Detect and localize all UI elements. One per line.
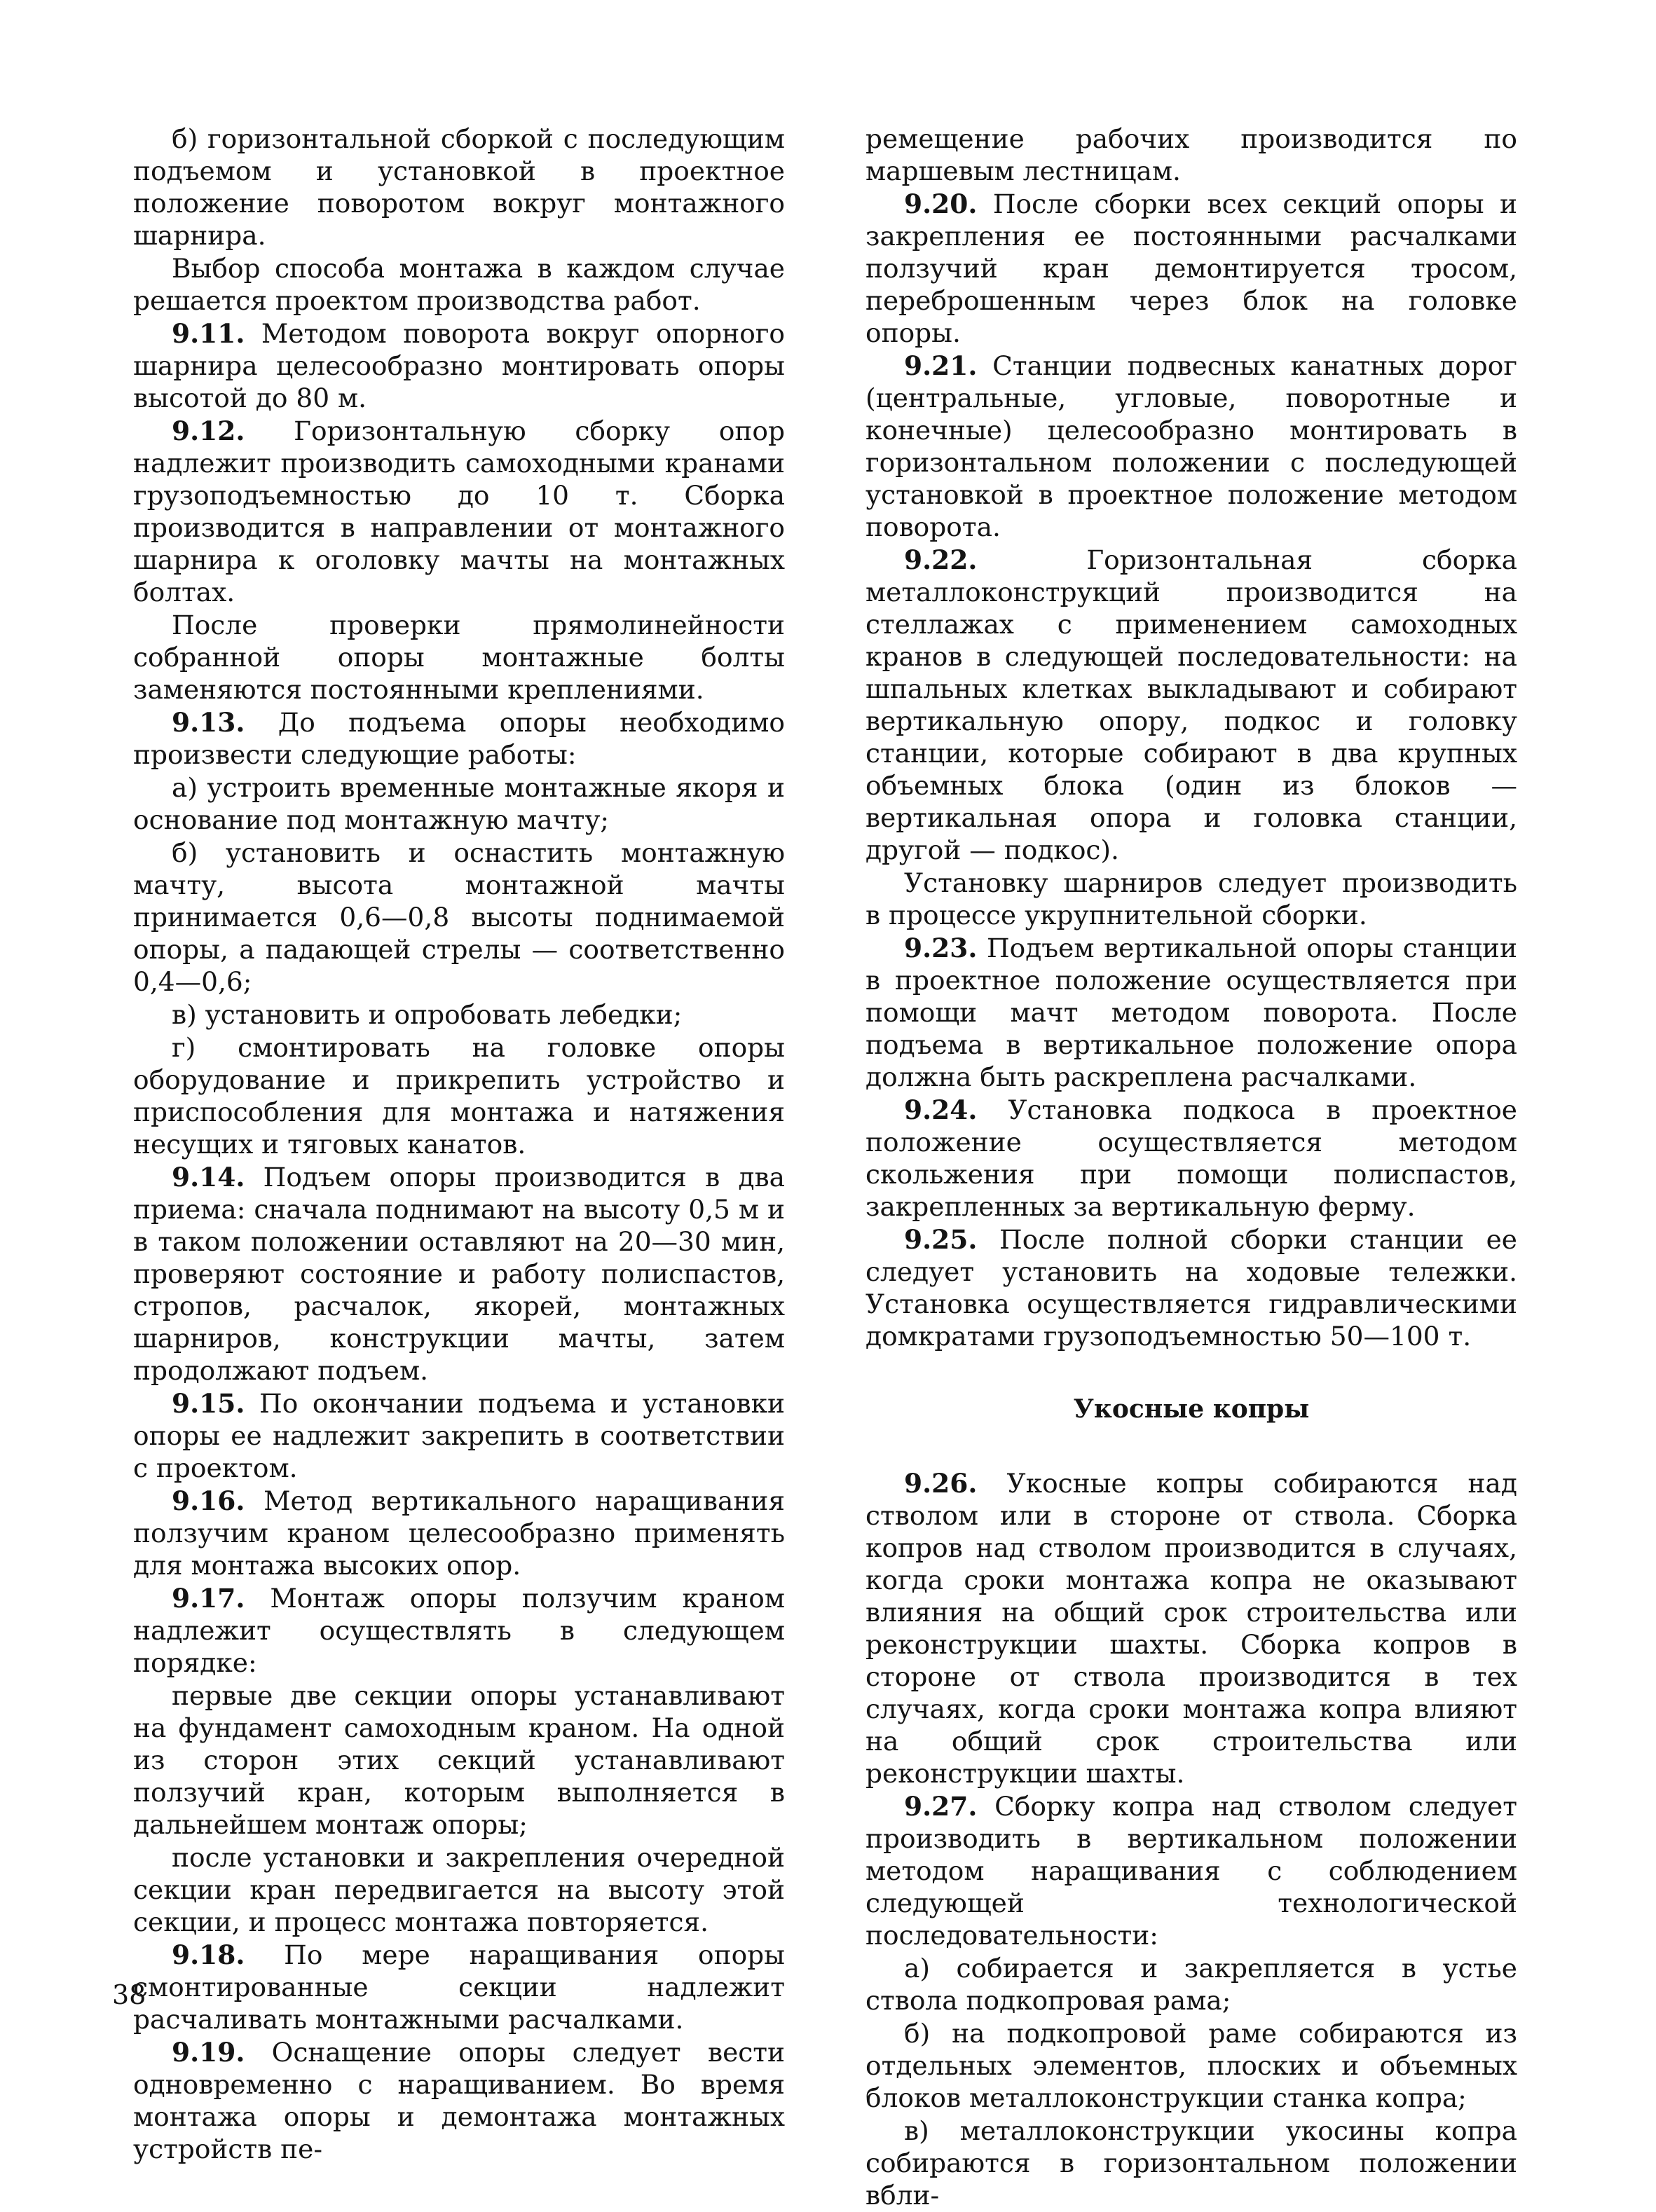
paragraph-text: в) установить и опробовать лебедки; <box>172 999 683 1030</box>
clause-number: 9.14. <box>172 1162 245 1193</box>
paragraph <box>133 771 785 836</box>
paragraph-text: Оснащение опоры следует вести одновременно с наращиванием. Во время монтажа опоры и демонтажа монтажных устройств пе- <box>133 2037 785 2164</box>
paragraph <box>133 998 785 1031</box>
paragraph-text: Подъем вертикальной опоры станции в проектное положение осуществляется при помощи мачт методом поворота. После подъема в вертикальное положение опора должна быть раскреплена расчалками. <box>865 933 1517 1092</box>
clause-paragraph <box>865 544 1517 866</box>
clause-paragraph <box>133 1387 785 1484</box>
paragraph-text: Методом поворота вокруг опорного шарнира целесообразно монтировать опоры высотой до 80 м. <box>133 318 785 413</box>
paragraph <box>133 1679 785 1841</box>
paragraph <box>133 1841 785 1938</box>
right-column <box>865 123 1517 2212</box>
clause-number: 9.12. <box>172 415 245 446</box>
clause-paragraph <box>865 188 1517 349</box>
left-column <box>133 123 785 2166</box>
paragraph <box>133 837 785 998</box>
clause-number: 9.25. <box>904 1224 978 1255</box>
paragraph-text: б) установить и оснастить монтажную мачту, высота монтажной мачты принимается 0,6—0,8 высоты поднимаемой опоры, а падающей стрелы — соответственно 0,4—0,6; <box>133 837 785 997</box>
clause-paragraph <box>133 317 785 414</box>
paragraph-text: После полной сборки станции ее следует установить на ходовые тележки. Установка осуществляется гидравлическими домкратами грузоподъемностью 50—100 т. <box>865 1224 1517 1352</box>
paragraph-text: Установку шарниров следует производить в процессе укрупнительной сборки. <box>865 867 1517 930</box>
paragraph-text: ремещение рабочих производится по маршевым лестницам. <box>865 123 1517 186</box>
clause-number: 9.13. <box>172 707 245 738</box>
paragraph-text: в) металлоконструкции укосины копра собираются в горизонтальном положении вбли- <box>865 2115 1517 2211</box>
clause-number: 9.17. <box>172 1583 245 1614</box>
paragraph-text: после установки и закрепления очередной секции кран передвигается на высоту этой секции, и процесс монтажа повторяется. <box>133 1842 785 1937</box>
paragraph-text: б) горизонтальной сборкой с последующим подъемом и установкой в проектное положение поворотом вокруг монтажного шарнира. <box>133 123 785 251</box>
clause-number: 9.18. <box>172 1939 245 1970</box>
paragraph <box>865 1952 1517 2017</box>
clause-paragraph <box>133 1939 785 2035</box>
paragraph-text: Горизонтальная сборка металлоконструкций производится на стеллажах с применением самоходных кранов в следующей последовательности: на шпальных клетках выкладывают и собирают вертикальную опору, подкос и головку станции, которые собирают в два крупных объемных блока (один из блоков — вертикальная опора и головка станции, другой — подкос). <box>865 544 1517 865</box>
paragraph-text: По окончании подъема и установки опоры ее надлежит закрепить в соответствии с проектом. <box>133 1388 785 1483</box>
paragraph <box>865 2115 1517 2211</box>
paragraph-text: Метод вертикального наращивания ползучим краном целесообразно применять для монтажа высоких опор. <box>133 1485 786 1581</box>
paragraph-text: После сборки всех секций опоры и закрепления ее постоянными расчалками ползучий кран демонтируется тросом, переброшенным через блок на головке опоры. <box>865 188 1517 348</box>
clause-number: 9.24. <box>904 1094 978 1125</box>
clause-number: 9.20. <box>904 188 978 219</box>
clause-number: 9.19. <box>172 2037 245 2068</box>
clause-paragraph <box>865 350 1517 543</box>
paragraph-text: После проверки прямолинейности собранной опоры монтажные болты заменяются постоянными креплениями. <box>133 610 785 705</box>
section-heading: Укосные копры <box>1073 1394 1310 1424</box>
clause-paragraph <box>865 932 1517 1093</box>
clause-paragraph <box>865 1790 1517 1951</box>
clause-number: 9.15. <box>172 1388 245 1419</box>
paragraph <box>865 123 1517 187</box>
paragraph-text: Установка подкоса в проектное положение осуществляется методом скольжения при помощи полиспастов, закрепленных за вертикальную ферму. <box>865 1094 1517 1222</box>
paragraph-text: а) собирается и закрепляется в устье ствола подкопровая рама; <box>865 1953 1517 2016</box>
paragraph-text: Укосные копры собираются над стволом или в стороне от ствола. Сборка копров над стволом производится в случаях, когда сроки монтажа копра не оказывают влияния на общий срок строительства или реконструкции шахты. Сборка копров в стороне от ствола производится в тех случаях, когда сроки монтажа копра влияют на общий срок строительства или реконструкции шахты. <box>865 1468 1518 1789</box>
paragraph-text: Сборку копра над стволом следует производить в вертикальном положении методом наращивания с соблюдением следующей технологической последовательности: <box>865 1791 1517 1951</box>
clause-paragraph <box>133 1161 785 1387</box>
paragraph-text: Подъем опоры производится в два приема: сначала поднимают на высоту 0,5 м и в таком положении оставляют на 20—30 мин, проверяют состояние и работу полиспастов, стропов, расчалок, якорей, монтажных шарниров, конструкции мачты, затем продолжают подъем. <box>133 1162 786 1386</box>
paragraph-text: Станции подвесных канатных дорог (центральные, угловые, поворотные и конечные) целесообразно монтировать в горизонтальном положении с последующей установкой в проектное положение методом поворота. <box>865 350 1517 542</box>
paragraph-text: Горизонтальную сборку опор надлежит производить самоходными кранами грузоподъемностью до 10 т. Сборка производится в направлении от монтажного шарнира к оголовку мачты на монтажных болтах. <box>133 415 786 607</box>
paragraph <box>133 252 785 317</box>
paragraph <box>865 2017 1517 2114</box>
paragraph-text: г) смонтировать на головке опоры оборудование и прикрепить устройство и приспособления для монтажа и натяжения несущих и тяговых канатов. <box>133 1032 785 1160</box>
clause-number: 9.23. <box>904 933 978 963</box>
paragraph-text: По мере наращивания опоры смонтированные секции надлежит расчаливать монтажными расчалками. <box>133 1939 785 2035</box>
clause-paragraph <box>133 415 785 608</box>
clause-number: 9.22. <box>904 544 978 575</box>
clause-paragraph <box>865 1223 1517 1352</box>
paragraph-text: первые две секции опоры устанавливают на фундамент самоходным краном. На одной из сторон этих секций устанавливают ползучий кран, которым выполняется в дальнейшем монтаж опоры; <box>133 1680 785 1840</box>
paragraph <box>133 123 785 252</box>
paragraph-text: Монтаж опоры ползучим краном надлежит осуществлять в следующем порядке: <box>133 1583 786 1678</box>
clause-paragraph <box>865 1094 1517 1223</box>
paragraph <box>133 1031 785 1160</box>
clause-number: 9.16. <box>172 1485 245 1516</box>
paragraph <box>865 867 1517 931</box>
clause-paragraph <box>133 1485 785 1581</box>
clause-number: 9.27. <box>904 1791 978 1822</box>
clause-paragraph <box>133 706 785 771</box>
clause-number: 9.26. <box>904 1468 978 1499</box>
paragraph-text: а) устроить временные монтажные якоря и основание под монтажную мачту; <box>133 772 785 835</box>
paragraph-text: До подъема опоры необходимо произвести следующие работы: <box>133 707 785 770</box>
page-number: 38 <box>112 1979 146 2010</box>
clause-paragraph <box>133 1582 785 1679</box>
paragraph <box>133 609 785 706</box>
clause-paragraph <box>133 2036 785 2165</box>
clause-number: 9.11. <box>172 318 245 349</box>
paragraph-text: б) на подкопровой раме собираются из отдельных элементов, плоских и объемных блоков металлоконструкции станка копра; <box>865 2018 1517 2113</box>
clause-paragraph <box>865 1467 1517 1789</box>
clause-number: 9.21. <box>904 350 978 381</box>
paragraph-text: Выбор способа монтажа в каждом случае решается проектом производства работ. <box>133 253 785 316</box>
